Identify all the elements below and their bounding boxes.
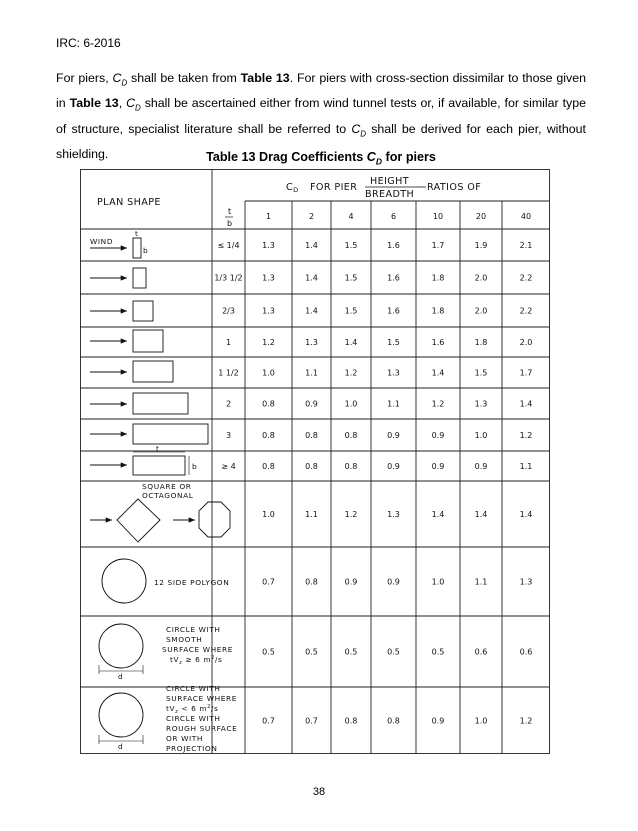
octagon-shape — [199, 502, 230, 537]
plan-shape-header: PLAN SHAPE — [97, 197, 161, 208]
cd-value-cell: 0.6 — [474, 647, 488, 657]
polygon-shape — [102, 559, 146, 603]
cd-value-cell: 0.9 — [431, 431, 445, 440]
cd-value-cell: 0.9 — [474, 462, 488, 471]
cd-value-cell: 2.1 — [519, 241, 533, 250]
cd-value-cell: 1.3 — [305, 338, 318, 347]
cd-value-cell: 0.7 — [262, 577, 275, 587]
shape-row-8 — [90, 444, 197, 475]
cd-value-cell: 1.4 — [305, 306, 318, 316]
ratio-header: 40 — [520, 212, 532, 221]
tb-ratio-cell: 1 — [225, 338, 232, 347]
cd-value-cell: 0.8 — [305, 462, 318, 471]
cd-value-cell: 1.2 — [344, 368, 358, 378]
tb-ratio-cell: 2 — [225, 399, 232, 409]
svg-text:SURFACE WHERE: SURFACE WHERE — [166, 694, 238, 703]
cd-value-cell: 0.9 — [305, 399, 318, 409]
cd-value-cell: 0.9 — [431, 462, 445, 471]
tb-header-b: b — [227, 219, 233, 228]
cd-value-cell: 1.0 — [431, 577, 445, 587]
shape-row-circle-rough — [99, 684, 237, 753]
cd-value-cell: 1.4 — [305, 273, 318, 283]
tb-ratio-cell: 1/3 1/2 — [214, 273, 243, 283]
cd-value-cell: 1.8 — [474, 338, 488, 347]
tb-ratio-cell: 2/3 — [222, 306, 235, 316]
tb-ratio-cell: 3 — [225, 431, 232, 440]
ratio-header: 10 — [432, 212, 444, 221]
ratios-of-label: RATIOS OF — [427, 182, 482, 193]
shape-row-1 — [90, 229, 148, 258]
cd-value-cell: 0.8 — [344, 431, 358, 440]
shape-row-7 — [90, 424, 208, 444]
ratio-header: 4 — [348, 212, 354, 221]
shape-row-4 — [90, 330, 163, 352]
cd-value-cell: 0.8 — [344, 462, 358, 471]
cd-value-cell: 0.9 — [387, 577, 400, 587]
shape-row-3 — [90, 301, 153, 321]
cd-label: $C_D$ — [286, 182, 299, 194]
cd-value-cell: 1.4 — [474, 510, 488, 519]
cd-value-cell: 1.4 — [305, 241, 318, 250]
shape-row-5 — [90, 361, 173, 382]
cd-value-cell: 0.5 — [431, 647, 445, 657]
svg-text:d: d — [118, 742, 124, 751]
cd-value-cell: 1.7 — [519, 368, 533, 378]
cd-value-cell: 2.0 — [519, 338, 533, 347]
cd-value-cell: 0.7 — [262, 716, 275, 726]
cd-value-cell: 1.6 — [387, 306, 400, 316]
cd-value-cell: 1.1 — [305, 368, 318, 378]
svg-text:SMOOTH: SMOOTH — [166, 635, 203, 644]
cd-value-cell: 1.2 — [344, 510, 358, 519]
svg-text:PROJECTION: PROJECTION — [166, 744, 218, 753]
square-rotated-shape — [117, 499, 160, 542]
cd-value-cell: 1.5 — [344, 306, 358, 316]
cd-value-cell: 2.2 — [519, 306, 533, 316]
cd-value-cell: 0.5 — [305, 647, 318, 657]
page-number: 38 — [312, 786, 326, 798]
cd-value-cell: 1.0 — [262, 510, 275, 519]
svg-text:tVz < 6 m2/s: $tV_z < 6$ $m^2/s$ — [166, 704, 219, 715]
table-caption: Table 13 Drag Coefficients $C_D$ for piers — [206, 150, 436, 167]
cd-value-cell: 1.1 — [387, 399, 400, 409]
cd-value-cell: 2.0 — [474, 306, 488, 316]
table-reference: Table 13 — [240, 71, 290, 85]
svg-text:CIRCLE WITH: CIRCLE WITH — [166, 625, 221, 634]
cd-value-cell: 1.1 — [474, 577, 488, 587]
cd-value-cell: 1.8 — [431, 306, 445, 316]
cd-value-cell: 1.5 — [344, 273, 358, 283]
tb-ratio-cell: ≥ 4 — [221, 462, 236, 471]
b-dimension-label: b — [143, 246, 149, 255]
tb-column — [214, 241, 242, 471]
cd-value-cell: 1.4 — [431, 510, 445, 519]
shape-row-square-octagonal — [90, 482, 230, 542]
cd-value-cell: 0.7 — [305, 716, 318, 726]
cd-value-cell: 1.4 — [344, 338, 358, 347]
cd-value-cell: 0.5 — [262, 647, 275, 657]
cd-value-cell: 2.0 — [474, 273, 488, 283]
cd-value-cell: 1.2 — [262, 338, 275, 347]
cd-value-cell: 1.4 — [431, 368, 445, 378]
cd-value-cell: 1.7 — [431, 241, 445, 250]
cd-value-cell: 1.0 — [474, 716, 488, 726]
cd-value-cell: 1.0 — [262, 368, 275, 378]
cd-value-cell: 1.3 — [387, 368, 400, 378]
ratio-header: 20 — [475, 212, 487, 221]
cd-value-cell: 1.4 — [519, 399, 533, 409]
cd-value-cell: 1.0 — [344, 399, 358, 409]
cd-value-cell: 0.6 — [519, 647, 533, 657]
cd-value-cell: 1.3 — [387, 510, 400, 519]
cd-value-cell: 0.9 — [387, 431, 400, 440]
ratio-header: 6 — [390, 212, 397, 221]
svg-text:t: t — [156, 444, 160, 453]
tb-ratio-cell: 1 1/2 — [218, 368, 239, 378]
cd-value-cell: 1.3 — [262, 306, 275, 316]
cd-value-cell: 0.8 — [305, 577, 318, 587]
cd-value-cell: 1.1 — [305, 510, 318, 519]
wind-label: WIND — [90, 237, 114, 246]
cd-value-cell: 1.6 — [387, 273, 400, 283]
cd-value-cell: 1.3 — [262, 241, 275, 250]
cd-value-cell: 0.8 — [387, 716, 400, 726]
svg-text:tVz ≥ 6 m2/s: $tV_z \ge 6$ $m^2/s$ — [170, 655, 223, 666]
cd-value-cell: 1.3 — [519, 577, 533, 587]
cd-value-cell: 0.9 — [387, 462, 400, 471]
cd-value-cell: 1.1 — [519, 462, 533, 471]
cd-value-cell: 0.8 — [262, 399, 275, 409]
cd-value-cell: 1.5 — [387, 338, 400, 347]
ratio-header: 1 — [265, 212, 272, 221]
tb-header-t: t — [228, 207, 232, 216]
tb-ratio-cell: ≤ 1/4 — [217, 241, 240, 250]
cd-value-cell: 1.6 — [387, 241, 400, 250]
svg-text:ROUGH SURFACE: ROUGH SURFACE — [166, 724, 238, 733]
cd-value-cell: 1.8 — [431, 273, 445, 283]
cd-value-cell: 1.0 — [474, 431, 488, 440]
ratio-header: 2 — [308, 212, 315, 221]
cd-value-cell: 0.9 — [344, 577, 358, 587]
cd-value-cell: 1.3 — [262, 273, 275, 283]
cd-value-cell: 0.9 — [431, 716, 445, 726]
cd-value-cell: 1.9 — [474, 241, 488, 250]
svg-text:b: b — [192, 462, 198, 471]
cd-value-cell: 0.8 — [262, 431, 275, 440]
polygon-label: 12 SIDE POLYGON — [154, 578, 230, 587]
svg-text:OR WITH: OR WITH — [166, 734, 204, 743]
shape-row-6 — [90, 393, 188, 414]
cd-value-cell: 0.8 — [262, 462, 275, 471]
table-values — [262, 241, 532, 726]
cd-value-cell: 1.2 — [431, 399, 445, 409]
cd-value-cell: 1.2 — [519, 431, 533, 440]
shape-row-12-side-polygon — [102, 559, 229, 603]
cd-value-cell: 1.2 — [519, 716, 533, 726]
cd-value-cell: 1.3 — [474, 399, 488, 409]
cd-value-cell: 1.5 — [474, 368, 488, 378]
body-paragraph: For piers, $C_D$ shall be taken from Table 13. For piers with cross-section dissimilar to those given in Table 13, $C_D$ shall be ascertained either from wind tunnel tests or, if available, for similar type of structure, specialist literature shall be referred to $C_D$ shall be derived for each pier, without shielding. — [56, 71, 587, 162]
svg-text:CIRCLE WITH: CIRCLE WITH — [166, 714, 221, 723]
breadth-label: BREADTH — [365, 189, 415, 200]
cd-value-cell: 1.6 — [431, 338, 445, 347]
shape-row-circle-smooth — [99, 624, 233, 681]
t-dimension-label: t — [135, 229, 139, 238]
height-label: HEIGHT — [370, 176, 410, 187]
cd-value-cell: 0.8 — [305, 431, 318, 440]
cd-value-cell: 2.2 — [519, 273, 533, 283]
svg-text:SQUARE OR: SQUARE OR — [142, 482, 192, 491]
shape-row-2 — [90, 268, 146, 288]
svg-text:SURFACE WHERE: SURFACE WHERE — [162, 645, 234, 654]
document-header: IRC: 6-2016 — [56, 36, 121, 50]
cd-value-cell: 0.5 — [387, 647, 400, 657]
cd-value-cell: 1.5 — [344, 241, 358, 250]
ratio-headers — [266, 212, 531, 221]
svg-text:CIRCLE WITH: CIRCLE WITH — [166, 684, 221, 693]
cd-value-cell: 1.4 — [519, 510, 533, 519]
svg-text:d: d — [118, 672, 124, 681]
svg-text:OCTAGONAL: OCTAGONAL — [142, 491, 194, 500]
cd-value-cell: 0.5 — [344, 647, 358, 657]
cd-value-cell: 0.8 — [344, 716, 358, 726]
drag-coefficient-table — [80, 169, 550, 754]
for-pier-label: FOR PIER — [310, 182, 358, 193]
